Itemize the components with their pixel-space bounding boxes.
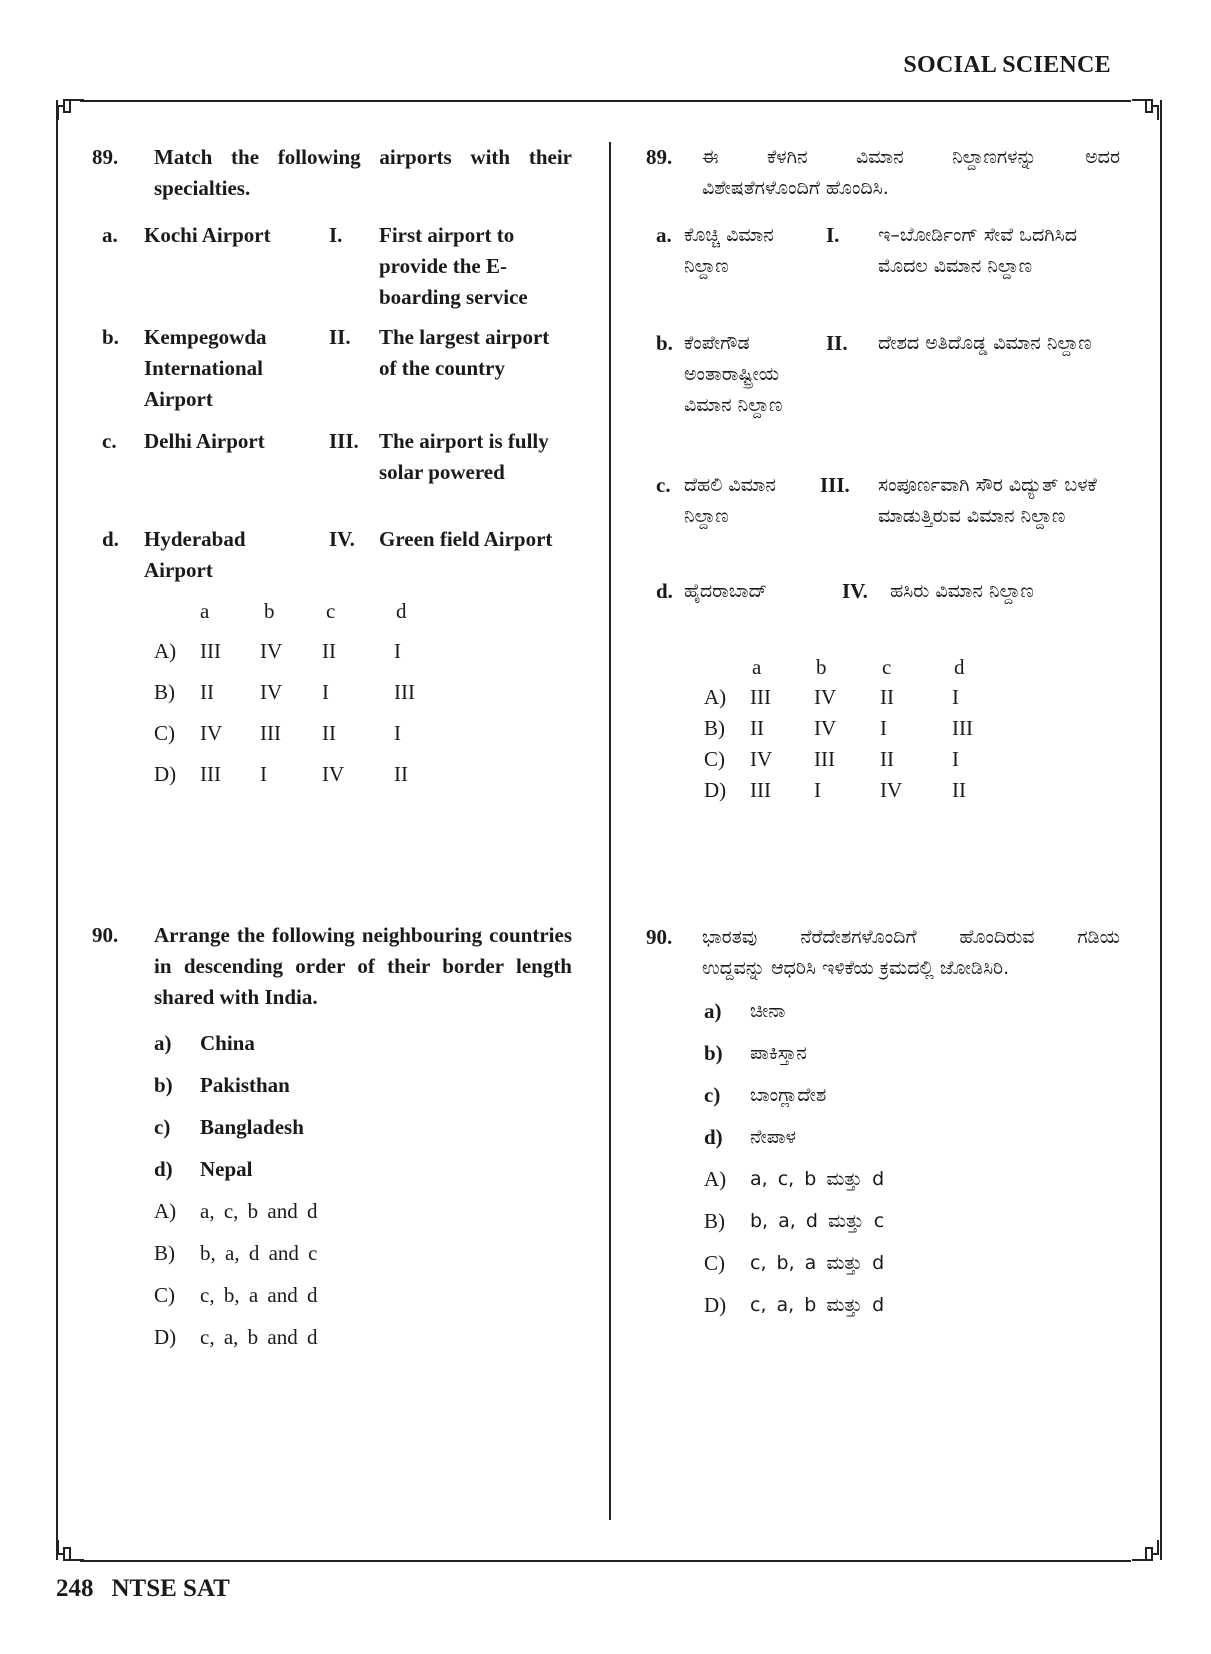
option-text: b, a, d ಮತ್ತು c <box>750 1210 885 1232</box>
pair-right: ದೇಶದ ಅತಿದೊಡ್ಡ ವಿಮಾನ ನಿಲ್ದಾಣ <box>878 332 1092 354</box>
book-title: NTSE SAT <box>111 1575 230 1602</box>
option-label[interactable]: D) <box>704 1293 727 1317</box>
option-text: a, c, b ಮತ್ತು d <box>750 1168 885 1190</box>
option-value: III <box>952 716 973 740</box>
option-text: c, a, b ಮತ್ತು d <box>750 1294 885 1316</box>
pair-right: ಇ–ಬೋರ್ಡಿಂಗ್ ಸೇವೆ ಒದಗಿಸಿದ ಮೊದಲ ವಿಮಾನ ನಿಲ್ದಾಣ <box>878 224 1078 277</box>
item-key: c) <box>704 1083 721 1107</box>
item-text: China <box>200 1031 255 1055</box>
frame-bottom-rule <box>80 1560 1131 1562</box>
option-value: IV <box>880 778 903 802</box>
option-value: IV <box>814 716 837 740</box>
item-key: b) <box>154 1073 173 1097</box>
option-label[interactable]: A) <box>154 639 177 663</box>
option-value: I <box>952 685 959 709</box>
question-90-english <box>92 920 572 1370</box>
item-key: b) <box>704 1041 723 1065</box>
option-value: IV <box>200 721 223 745</box>
corner-ornament-top-right <box>1132 92 1160 120</box>
pair-key: c. <box>102 429 117 453</box>
option-value: I <box>394 639 401 663</box>
option-value: II <box>952 778 966 802</box>
answer-header-d: d <box>396 599 407 623</box>
pair-left: Kempegowda International Airport <box>144 325 267 411</box>
pair-roman: II. <box>329 325 351 349</box>
option-label[interactable]: C) <box>154 721 175 745</box>
page-number: 248 <box>56 1575 94 1602</box>
pair-left: ದೆಹಲಿ ವಿಮಾನ ನಿಲ್ದಾಣ <box>684 474 776 527</box>
question-89-kannada <box>646 142 1121 822</box>
option-text: c, b, a ಮತ್ತು d <box>750 1252 885 1274</box>
option-value: I <box>880 716 887 740</box>
option-value: II <box>750 716 764 740</box>
option-value: III <box>750 685 771 709</box>
option-value: III <box>200 639 221 663</box>
pair-right: The largest airport of the country <box>379 325 550 380</box>
corner-ornament-bottom-left <box>56 1540 84 1568</box>
question-number: 90. <box>92 923 119 947</box>
pair-key: b. <box>656 331 673 355</box>
option-text: c, b, a and d <box>200 1283 318 1307</box>
item-key: c) <box>154 1115 171 1139</box>
option-value: IV <box>750 747 773 771</box>
section-title: SOCIAL SCIENCE <box>903 52 1111 78</box>
option-value: II <box>394 762 408 786</box>
pair-left: Hyderabad Airport <box>144 527 246 582</box>
option-label[interactable]: D) <box>154 1325 177 1349</box>
option-value: I <box>952 747 959 771</box>
item-text: ಪಾಕಿಸ್ತಾನ <box>750 1042 807 1064</box>
pair-right: ಹಸಿರು ವಿಮಾನ ನಿಲ್ದಾಣ <box>890 580 1034 602</box>
option-value: I <box>322 680 329 704</box>
answer-header-c: c <box>882 655 892 679</box>
question-text-line1: ಈ ಕೆಳಗಿನ ವಿಮಾನ ನಿಲ್ದಾಣಗಳನ್ನು ಅದರ <box>702 146 1120 168</box>
option-label[interactable]: B) <box>154 1241 175 1265</box>
pair-roman: I. <box>329 223 343 247</box>
option-value: IV <box>260 680 283 704</box>
item-key: a) <box>704 999 722 1023</box>
question-number: 90. <box>646 925 673 949</box>
pair-left: ಹೈದರಾಬಾದ್ <box>684 580 768 602</box>
item-text: ಬಾಂಗ್ಲಾದೇಶ <box>750 1084 827 1106</box>
option-label[interactable]: D) <box>154 762 177 786</box>
pair-left: ಕೊಚ್ಚಿ ವಿಮಾನ ನಿಲ್ದಾಣ <box>684 224 774 277</box>
option-label[interactable]: B) <box>704 716 725 740</box>
option-value: IV <box>814 685 837 709</box>
pair-roman: III. <box>820 473 850 497</box>
option-value: II <box>322 721 336 745</box>
option-value: IV <box>260 639 283 663</box>
option-text: c, a, b and d <box>200 1325 318 1349</box>
pair-left: Kochi Airport <box>144 223 271 247</box>
option-label[interactable]: A) <box>154 1199 177 1223</box>
pair-roman: IV. <box>842 579 868 603</box>
page-footer <box>56 1575 248 1603</box>
item-text: Nepal <box>200 1157 253 1181</box>
item-text: Bangladesh <box>200 1115 304 1139</box>
option-label[interactable]: A) <box>704 685 727 709</box>
pair-key: b. <box>102 325 119 349</box>
question-text: Match the following airports with their specialties. <box>154 145 572 200</box>
pair-key: d. <box>656 579 673 603</box>
pair-left: Delhi Airport <box>144 429 265 453</box>
answer-header-b: b <box>816 655 827 679</box>
question-text-line1: ಭಾರತವು ನೆರೆದೇಶಗಳೊಂದಿಗೆ ಹೊಂದಿರುವ ಗಡಿಯ <box>702 926 1120 948</box>
answer-header-b: b <box>264 599 275 623</box>
question-text: Arrange the following neighbouring countries in descending order of their border length shared with India. <box>154 923 572 1009</box>
question-90-kannada <box>646 922 1121 1342</box>
option-value: I <box>814 778 821 802</box>
option-label[interactable]: B) <box>704 1209 725 1233</box>
pair-roman: IV. <box>329 527 355 551</box>
answer-header-a: a <box>752 655 762 679</box>
option-value: II <box>880 747 894 771</box>
item-text: ಚೀನಾ <box>750 1000 786 1022</box>
item-text: Pakisthan <box>200 1073 290 1097</box>
option-value: IV <box>322 762 345 786</box>
option-text: a, c, b and d <box>200 1199 318 1223</box>
question-89-english <box>92 142 572 842</box>
option-value: I <box>260 762 267 786</box>
option-label[interactable]: D) <box>704 778 727 802</box>
item-key: a) <box>154 1031 172 1055</box>
item-key: d) <box>704 1125 723 1149</box>
item-key: d) <box>154 1157 173 1181</box>
pair-roman: III. <box>329 429 359 453</box>
answer-header-c: c <box>326 599 336 623</box>
option-value: II <box>880 685 894 709</box>
pair-key: a. <box>102 223 118 247</box>
item-text: ನೇಪಾಳ <box>750 1126 796 1148</box>
option-label[interactable]: B) <box>154 680 175 704</box>
pair-key: d. <box>102 527 119 551</box>
option-text: b, a, d and c <box>200 1241 318 1265</box>
corner-ornament-top-left <box>56 92 84 120</box>
question-number: 89. <box>92 145 119 169</box>
pair-right: The airport is fully solar powered <box>379 429 549 484</box>
pair-right: Green field Airport <box>379 527 553 551</box>
pair-right: ಸಂಪೂರ್ಣವಾಗಿ ಸೌರ ವಿದ್ಯುತ್ ಬಳಕೆ ಮಾಡುತ್ತಿರುವ ವಿಮಾನ ನಿಲ್ದಾಣ <box>878 474 1097 527</box>
option-value: III <box>814 747 835 771</box>
option-value: III <box>200 762 221 786</box>
frame-top-rule <box>80 100 1131 102</box>
question-number: 89. <box>646 145 673 169</box>
answer-header-d: d <box>954 655 965 679</box>
option-value: I <box>394 721 401 745</box>
pair-key: a. <box>656 223 672 247</box>
option-label[interactable]: C) <box>704 1251 725 1275</box>
option-label[interactable]: C) <box>154 1283 175 1307</box>
column-divider <box>609 142 611 1520</box>
corner-ornament-bottom-right <box>1132 1540 1160 1568</box>
pair-right: First airport to provide the E-boarding service <box>379 223 528 309</box>
question-text-line2: ಉದ್ದವನ್ನು ಆಧರಿಸಿ ಇಳಿಕೆಯ ಕ್ರಮದಲ್ಲಿ ಜೋಡಿಸಿರಿ. <box>702 957 1010 979</box>
answer-header-a: a <box>200 599 210 623</box>
question-text-line2: ವಿಶೇಷತೆಗಳೊಂದಿಗೆ ಹೊಂದಿಸಿ. <box>702 177 889 199</box>
option-value: III <box>750 778 771 802</box>
pair-roman: II. <box>826 331 848 355</box>
pair-roman: I. <box>826 223 840 247</box>
option-value: III <box>260 721 281 745</box>
option-value: II <box>322 639 336 663</box>
option-label[interactable]: C) <box>704 747 725 771</box>
option-value: III <box>394 680 415 704</box>
pair-left: ಕೆಂಪೇಗೌಡ ಅಂತಾರಾಷ್ಟ್ರೀಯ ವಿಮಾನ ನಿಲ್ದಾಣ <box>684 332 783 416</box>
pair-key: c. <box>656 473 671 497</box>
option-label[interactable]: A) <box>704 1167 727 1191</box>
option-value: II <box>200 680 214 704</box>
